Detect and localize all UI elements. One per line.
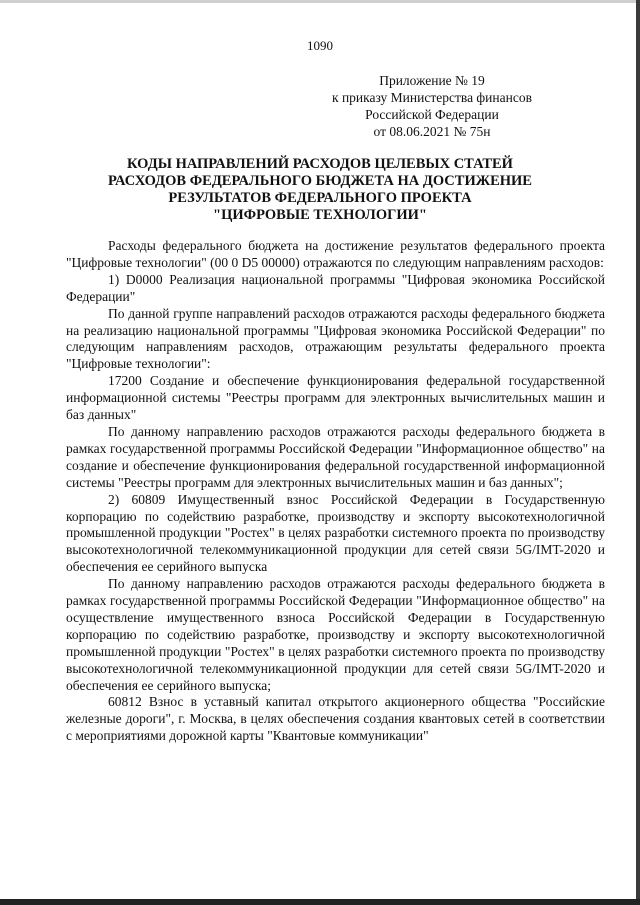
body-paragraph: Расходы федерального бюджета на достижение результатов федерального проекта "Цифровые технологии" (00 0 D5 00000) отражаются по следующим направлениям расходов:	[66, 238, 605, 270]
title-line: КОДЫ НАПРАВЛЕНИЙ РАСХОДОВ ЦЕЛЕВЫХ СТАТЕЙ	[127, 156, 513, 172]
scan-edge-bottom	[0, 899, 640, 905]
body-paragraph: По данному направлению расходов отражаются расходы федерального бюджета в рамках государственной программы Российской Федерации "Информационное общество" на создание и обеспечение функционирования федеральной государственной информационной системы "Реестры программ для электронных вычислительных машин и баз данных";	[66, 423, 605, 490]
appendix-line: Российской Федерации	[365, 107, 499, 122]
body-paragraph: По данному направлению расходов отражаются расходы федерального бюджета в рамках государственной программы Российской Федерации "Информационное общество" на осуществление имущественного взноса Российской Федерации в Государственную корпорацию по содействию разработке, производству и экспорту высокотехнологичной промышленной продукции "Ростех" в целях разработки системного проекта по производству высокотехнологичной телекоммуникационной продукции для сетей связи 5G/IMT-2020 и обеспечения ее серийного выпуска;	[66, 576, 605, 693]
expense-code-heading: 17200 Создание и обеспечение функционирования федеральной государственной информационной системы "Реестры программ для электронных вычислительных машин и баз данных"	[66, 373, 605, 423]
expense-code-heading: 60812 Взнос в уставный капитал открытого акционерного общества "Российские железные дороги", г. Москва, в целях обеспечения создания квантовых сетей в соответствии с мероприятиями дорожной карты "Квантовые коммуникации"	[66, 694, 605, 744]
appendix-line: к приказу Министерства финансов	[332, 90, 532, 105]
scan-edge-top	[0, 0, 640, 3]
document-title	[60, 156, 580, 224]
list-item-heading: 1) D0000 Реализация национальной программы "Цифровая экономика Российской Федерации"	[66, 271, 605, 304]
list-item-heading: 2) 60809 Имущественный взнос Российской Федерации в Государственную корпорацию по содействию разработке, производству и экспорту высокотехнологичной промышленной продукции "Ростех" в целях разработки системного проекта по производству высокотехнологичной телекоммуникационной продукции для сетей связи 5G/IMT-2020 и обеспечения ее серийного выпуска	[66, 491, 605, 575]
appendix-line: Приложение № 19	[379, 73, 485, 88]
title-line: РАСХОДОВ ФЕДЕРАЛЬНОГО БЮДЖЕТА НА ДОСТИЖЕНИЕ	[108, 173, 532, 189]
body-paragraph: По данной группе направлений расходов отражаются расходы федерального бюджета на реализацию национальной программы "Цифровая экономика Российской Федерации" по следующим направлениям расходов, отражающим результаты федерального проекта "Цифровые технологии":	[66, 305, 605, 372]
title-line: "ЦИФРОВЫЕ ТЕХНОЛОГИИ"	[213, 207, 427, 223]
document-body	[66, 238, 605, 745]
scan-edge-right	[636, 0, 640, 905]
appendix-header	[302, 72, 562, 140]
title-line: РЕЗУЛЬТАТОВ ФЕДЕРАЛЬНОГО ПРОЕКТА	[168, 190, 472, 206]
page-number: 1090	[307, 38, 333, 53]
appendix-line: от 08.06.2021 № 75н	[373, 124, 491, 139]
